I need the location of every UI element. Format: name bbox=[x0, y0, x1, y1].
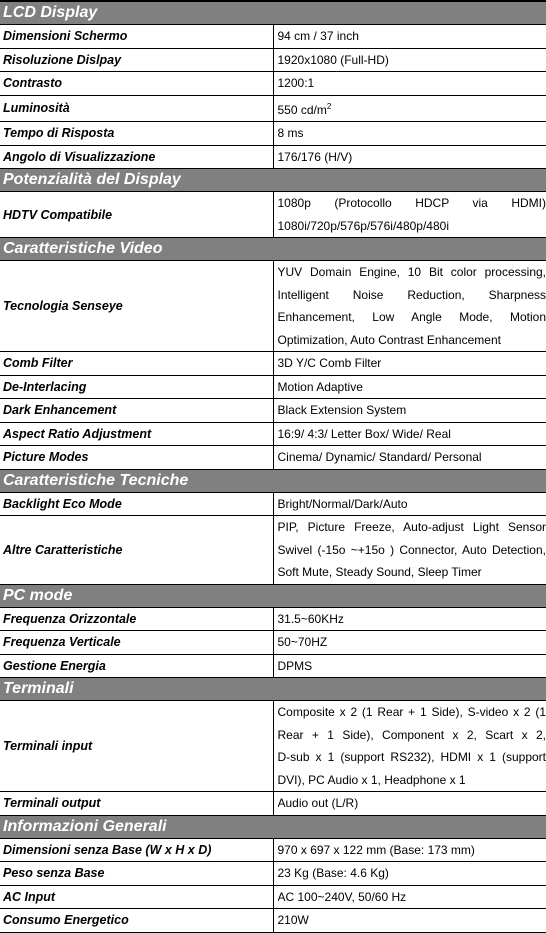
spec-value-line bbox=[278, 724, 546, 747]
section-header bbox=[0, 815, 546, 838]
spec-value-line bbox=[278, 96, 546, 122]
spec-value-line bbox=[278, 72, 546, 95]
section-title: PC mode bbox=[0, 584, 546, 607]
spec-row bbox=[0, 48, 546, 72]
spec-value-text: 50~70HZ bbox=[278, 635, 328, 649]
spec-value-line bbox=[278, 655, 546, 678]
spec-value-text: 94 cm / 37 inch bbox=[278, 29, 359, 43]
spec-label: Peso senza Base bbox=[0, 862, 273, 886]
spec-value bbox=[273, 145, 546, 169]
spec-value-text: Optimization, Auto Contrast Enhancement bbox=[278, 333, 501, 347]
spec-value bbox=[273, 72, 546, 96]
spec-value bbox=[273, 375, 546, 399]
spec-value-line bbox=[278, 561, 546, 584]
spec-row bbox=[0, 122, 546, 146]
section-title: Informazioni Generali bbox=[0, 815, 546, 838]
spec-value-text: 3D Y/C Comb Filter bbox=[278, 356, 382, 370]
spec-label: Angolo di Visualizzazione bbox=[0, 145, 273, 169]
spec-value-line bbox=[278, 25, 546, 48]
spec-value bbox=[273, 885, 546, 909]
spec-value-text: Intelligent Noise Reduction, Sharpness bbox=[278, 288, 546, 302]
spec-value-text: Cinema/ Dynamic/ Standard/ Personal bbox=[278, 450, 482, 464]
spec-value bbox=[273, 399, 546, 423]
spec-label: Backlight Eco Mode bbox=[0, 492, 273, 516]
spec-value-line bbox=[278, 746, 546, 769]
spec-value bbox=[273, 792, 546, 816]
spec-value-line bbox=[278, 423, 546, 446]
spec-label: Luminosità bbox=[0, 95, 273, 122]
superscript: 2 bbox=[327, 102, 331, 111]
spec-value-line bbox=[278, 792, 546, 815]
section-title: Caratteristiche Tecniche bbox=[0, 469, 546, 492]
spec-row bbox=[0, 95, 546, 122]
spec-row bbox=[0, 375, 546, 399]
spec-value-text: 1200:1 bbox=[278, 76, 315, 90]
spec-value bbox=[273, 607, 546, 631]
spec-row bbox=[0, 516, 546, 585]
spec-value-line bbox=[278, 631, 546, 654]
spec-value-line bbox=[278, 352, 546, 375]
spec-label: Risoluzione Dislpay bbox=[0, 48, 273, 72]
spec-value bbox=[273, 862, 546, 886]
spec-row bbox=[0, 261, 546, 352]
spec-value-line bbox=[278, 49, 546, 72]
spec-label: Frequenza Verticale bbox=[0, 631, 273, 655]
spec-value-text: Enhancement, Low Angle Mode, Motion bbox=[278, 310, 546, 324]
spec-value-text: Swivel (-15o ~+15o ) Connector, Auto Detection, bbox=[278, 543, 546, 557]
spec-value-text: YUV Domain Engine, 10 Bit color processing, bbox=[278, 265, 546, 279]
spec-row bbox=[0, 701, 546, 792]
spec-value-text: Soft Mute, Steady Sound, Sleep Timer bbox=[278, 565, 482, 579]
spec-value-text: 1080p (Protocollo HDCP via HDMI) bbox=[278, 196, 546, 210]
spec-row bbox=[0, 909, 546, 933]
spec-value bbox=[273, 654, 546, 678]
spec-value bbox=[273, 95, 546, 122]
spec-row bbox=[0, 631, 546, 655]
spec-row bbox=[0, 25, 546, 49]
section-header bbox=[0, 469, 546, 492]
spec-value-line bbox=[278, 886, 546, 909]
spec-label: Gestione Energia bbox=[0, 654, 273, 678]
spec-value-text: 1920x1080 (Full-HD) bbox=[278, 53, 389, 67]
spec-label: AC Input bbox=[0, 885, 273, 909]
spec-label: Comb Filter bbox=[0, 352, 273, 376]
spec-value-line bbox=[278, 701, 546, 724]
section-header bbox=[0, 2, 546, 25]
spec-row bbox=[0, 145, 546, 169]
spec-value bbox=[273, 516, 546, 585]
spec-value-line bbox=[278, 446, 546, 469]
spec-table bbox=[0, 2, 546, 933]
spec-value-text: 970 x 697 x 122 mm (Base: 173 mm) bbox=[278, 843, 475, 857]
section-title: Caratteristiche Video bbox=[0, 238, 546, 261]
spec-value-text: Audio out (L/R) bbox=[278, 796, 359, 810]
spec-value-line bbox=[278, 493, 546, 516]
spec-value-text: DVI), PC Audio x 1, Headphone x 1 bbox=[278, 773, 466, 787]
spec-row bbox=[0, 885, 546, 909]
section-title: Terminali bbox=[0, 678, 546, 701]
spec-row bbox=[0, 838, 546, 862]
spec-row bbox=[0, 792, 546, 816]
spec-label: HDTV Compatibile bbox=[0, 192, 273, 238]
spec-row bbox=[0, 352, 546, 376]
section-title: LCD Display bbox=[0, 2, 546, 25]
spec-value bbox=[273, 631, 546, 655]
spec-value-text: 1080i/720p/576p/576i/480p/480i bbox=[278, 219, 450, 233]
section-header bbox=[0, 584, 546, 607]
spec-value-line bbox=[278, 839, 546, 862]
spec-value bbox=[273, 192, 546, 238]
spec-value-text: Motion Adaptive bbox=[278, 380, 363, 394]
spec-label: Tempo di Risposta bbox=[0, 122, 273, 146]
spec-value bbox=[273, 25, 546, 49]
spec-label: Consumo Energetico bbox=[0, 909, 273, 933]
spec-label: Dimensioni senza Base (W x H x D) bbox=[0, 838, 273, 862]
spec-value-line bbox=[278, 539, 546, 562]
spec-value-text: 23 Kg (Base: 4.6 Kg) bbox=[278, 866, 389, 880]
spec-label: De-Interlacing bbox=[0, 375, 273, 399]
spec-value-line bbox=[278, 306, 546, 329]
section-header bbox=[0, 678, 546, 701]
spec-value-line bbox=[278, 516, 546, 539]
spec-value bbox=[273, 122, 546, 146]
spec-value-line bbox=[278, 399, 546, 422]
spec-value-line bbox=[278, 329, 546, 352]
spec-value-text: Bright/Normal/Dark/Auto bbox=[278, 497, 408, 511]
spec-row bbox=[0, 607, 546, 631]
spec-row bbox=[0, 446, 546, 470]
spec-value-line bbox=[278, 909, 546, 932]
spec-value-text: 16:9/ 4:3/ Letter Box/ Wide/ Real bbox=[278, 427, 451, 441]
spec-value-line bbox=[278, 376, 546, 399]
spec-value-text: 31.5~60KHz bbox=[278, 612, 344, 626]
spec-value-line bbox=[278, 261, 546, 284]
spec-value bbox=[273, 48, 546, 72]
spec-value bbox=[273, 422, 546, 446]
spec-value bbox=[273, 838, 546, 862]
spec-row bbox=[0, 862, 546, 886]
spec-value bbox=[273, 446, 546, 470]
spec-label: Tecnologia Senseye bbox=[0, 261, 273, 352]
spec-value-text: 8 ms bbox=[278, 126, 304, 140]
spec-value bbox=[273, 352, 546, 376]
spec-row bbox=[0, 492, 546, 516]
spec-label: Picture Modes bbox=[0, 446, 273, 470]
spec-value-line bbox=[278, 122, 546, 145]
spec-label: Frequenza Orizzontale bbox=[0, 607, 273, 631]
spec-value-text: 210W bbox=[278, 913, 309, 927]
section-title: Potenzialità del Display bbox=[0, 169, 546, 192]
spec-value-line bbox=[278, 284, 546, 307]
spec-value-text: AC 100~240V, 50/60 Hz bbox=[278, 890, 407, 904]
spec-value-line bbox=[278, 146, 546, 169]
section-header bbox=[0, 169, 546, 192]
spec-row bbox=[0, 422, 546, 446]
spec-row bbox=[0, 72, 546, 96]
spec-value bbox=[273, 701, 546, 792]
spec-body bbox=[0, 2, 546, 932]
spec-label: Terminali input bbox=[0, 701, 273, 792]
spec-value-line bbox=[278, 862, 546, 885]
spec-value-text: 176/176 (H/V) bbox=[278, 150, 353, 164]
spec-value-line bbox=[278, 769, 546, 792]
spec-label: Dimensioni Schermo bbox=[0, 25, 273, 49]
spec-value-text: Rear + 1 Side), Component x 2, Scart x 2, bbox=[278, 728, 546, 742]
spec-row bbox=[0, 399, 546, 423]
spec-value bbox=[273, 909, 546, 933]
spec-label: Dark Enhancement bbox=[0, 399, 273, 423]
spec-value bbox=[273, 492, 546, 516]
spec-row bbox=[0, 654, 546, 678]
spec-value-line bbox=[278, 215, 546, 238]
spec-value-text: 550 cd/m bbox=[278, 103, 327, 117]
spec-value-text: DPMS bbox=[278, 659, 313, 673]
spec-label: Terminali output bbox=[0, 792, 273, 816]
spec-label: Altre Caratteristiche bbox=[0, 516, 273, 585]
spec-value-text: Black Extension System bbox=[278, 403, 407, 417]
spec-value-text: D-sub x 1 (support RS232), HDMI x 1 (support bbox=[278, 750, 546, 764]
spec-value bbox=[273, 261, 546, 352]
spec-value-text: Composite x 2 (1 Rear + 1 Side), S-video x 2 (1 bbox=[278, 705, 546, 719]
spec-value-line bbox=[278, 608, 546, 631]
spec-value-text: PIP, Picture Freeze, Auto-adjust Light Sensor bbox=[278, 520, 546, 534]
spec-label: Contrasto bbox=[0, 72, 273, 96]
spec-value-line bbox=[278, 192, 546, 215]
spec-label: Aspect Ratio Adjustment bbox=[0, 422, 273, 446]
spec-row bbox=[0, 192, 546, 238]
section-header bbox=[0, 238, 546, 261]
